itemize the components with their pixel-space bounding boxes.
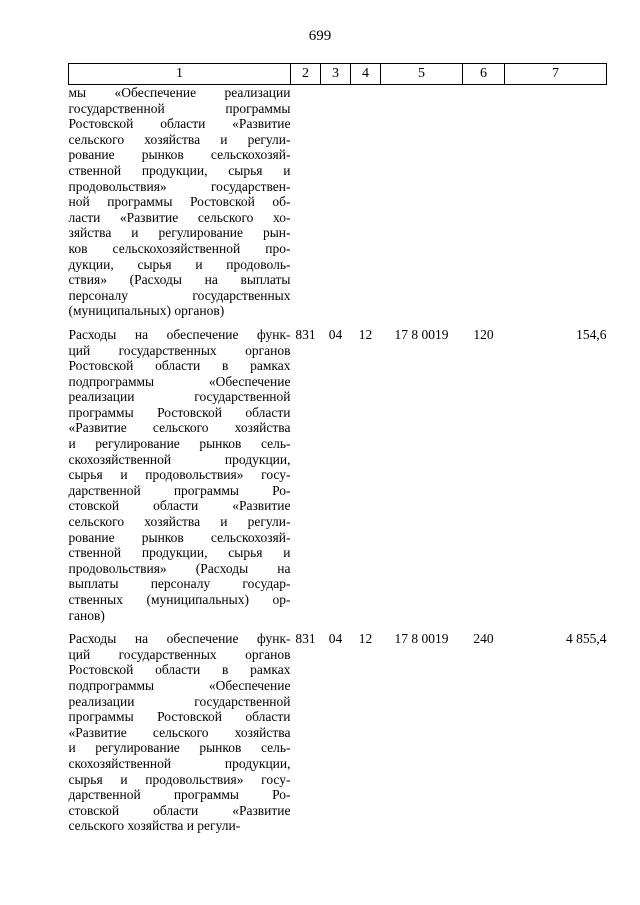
table-row [69, 623, 607, 834]
column-header-6: 6 [463, 64, 505, 85]
description-line: скохозяйственной продукции, [68, 451, 291, 467]
description-line: зяйства и регулирование рын- [68, 225, 291, 241]
description-line: ласти «Развитие сельского хо- [68, 209, 291, 225]
column-header-5: 5 [381, 64, 463, 85]
ministry-code: 831 [295, 631, 316, 647]
amount-value [505, 85, 607, 319]
description-line: сырья и продовольствия» госу- [68, 771, 291, 787]
description-line: и регулирование рынков сель- [68, 436, 291, 452]
subsection-code [351, 85, 381, 319]
section-code [321, 85, 351, 319]
section-code: 04 [328, 631, 343, 647]
description-line: выплаты персоналу государ- [68, 576, 291, 592]
description-line: продовольствия» государствен- [68, 178, 291, 194]
subsection-code: 12 [358, 631, 373, 647]
description-line: государственной программы [68, 100, 291, 116]
description-line: программы Ростовской области [68, 404, 291, 420]
description-line: ствия» (Расходы на выплаты [68, 272, 291, 288]
description-line: ций государственных органов [68, 342, 291, 358]
description-line: стовской области «Развитие [68, 498, 291, 514]
budget-table [68, 63, 607, 834]
table-row [69, 85, 607, 319]
description-line: и регулирование рынков сель- [68, 740, 291, 756]
amount-value: 154,6 [576, 326, 607, 342]
description-line: (муниципальных) органов) [68, 303, 225, 319]
description-line: ций государственных органов [68, 646, 291, 662]
description-line: подпрограммы «Обеспечение [68, 677, 291, 693]
table-row [69, 319, 607, 623]
description-line: рование рынков сельскохозяй- [68, 147, 291, 163]
description-line: «Развитие сельского хозяйства [68, 420, 291, 436]
description-line: стовской области «Развитие [68, 802, 291, 818]
description-line: реализации государственной [68, 693, 291, 709]
column-header-2: 2 [291, 64, 321, 85]
description-line: подпрограммы «Обеспечение [68, 373, 291, 389]
description-line: ганов) [68, 607, 105, 623]
target-article-code [381, 85, 463, 319]
description-line: ственной продукции, сырья и [68, 545, 291, 561]
description-line: реализации государственной [68, 389, 291, 405]
row-description [69, 319, 291, 623]
table-header-row [69, 64, 607, 85]
description-line: ков сельскохозяйственной про- [68, 240, 291, 256]
target-article-code: 17 8 0019 [394, 326, 449, 342]
description-line: ственных (муниципальных) ор- [68, 592, 291, 607]
description-line: сельского хозяйства и регули- [68, 131, 291, 147]
expense-type-code: 240 [473, 631, 494, 647]
section-code: 04 [328, 326, 343, 342]
description-line: «Развитие сельского хозяйства [68, 724, 291, 740]
description-line: дукции, сырья и продоволь- [68, 256, 291, 272]
description-line: продовольствия» (Расходы на [68, 560, 291, 576]
description-line: программы Ростовской области [68, 709, 291, 725]
expense-type-code: 120 [473, 326, 494, 342]
description-line: ственной продукции, сырья и [68, 162, 291, 178]
description-line: ной программы Ростовской об- [68, 194, 291, 210]
row-description [69, 85, 291, 319]
amount-value: 4 855,4 [566, 631, 607, 647]
expense-type-code [463, 85, 505, 319]
description-line: дарственной программы Ро- [68, 787, 291, 803]
description-line: рование рынков сельскохозяй- [68, 529, 291, 545]
column-header-1: 1 [69, 64, 291, 85]
description-line: скохозяйственной продукции, [68, 755, 291, 771]
description-line: мы «Обеспечение реализации [68, 85, 291, 100]
description-line: Ростовской области в рамках [68, 358, 291, 374]
ministry-code: 831 [295, 326, 316, 342]
column-header-4: 4 [351, 64, 381, 85]
description-line: персоналу государственных [68, 287, 291, 303]
description-line: Расходы на обеспечение функ- [68, 631, 291, 647]
description-line: Ростовской области «Развитие [68, 116, 291, 132]
description-line: Расходы на обеспечение функ- [68, 326, 291, 342]
target-article-code: 17 8 0019 [394, 631, 449, 647]
description-line: Ростовской области в рамках [68, 662, 291, 678]
column-header-3: 3 [321, 64, 351, 85]
description-line: сырья и продовольствия» госу- [68, 467, 291, 483]
description-line: сельского хозяйства и регули- [68, 818, 241, 834]
subsection-code: 12 [358, 326, 373, 342]
page-number: 699 [308, 28, 332, 44]
description-line: сельского хозяйства и регули- [68, 514, 291, 530]
column-header-7: 7 [505, 64, 607, 85]
ministry-code [291, 85, 321, 319]
description-line: дарственной программы Ро- [68, 482, 291, 498]
row-description [69, 623, 291, 834]
